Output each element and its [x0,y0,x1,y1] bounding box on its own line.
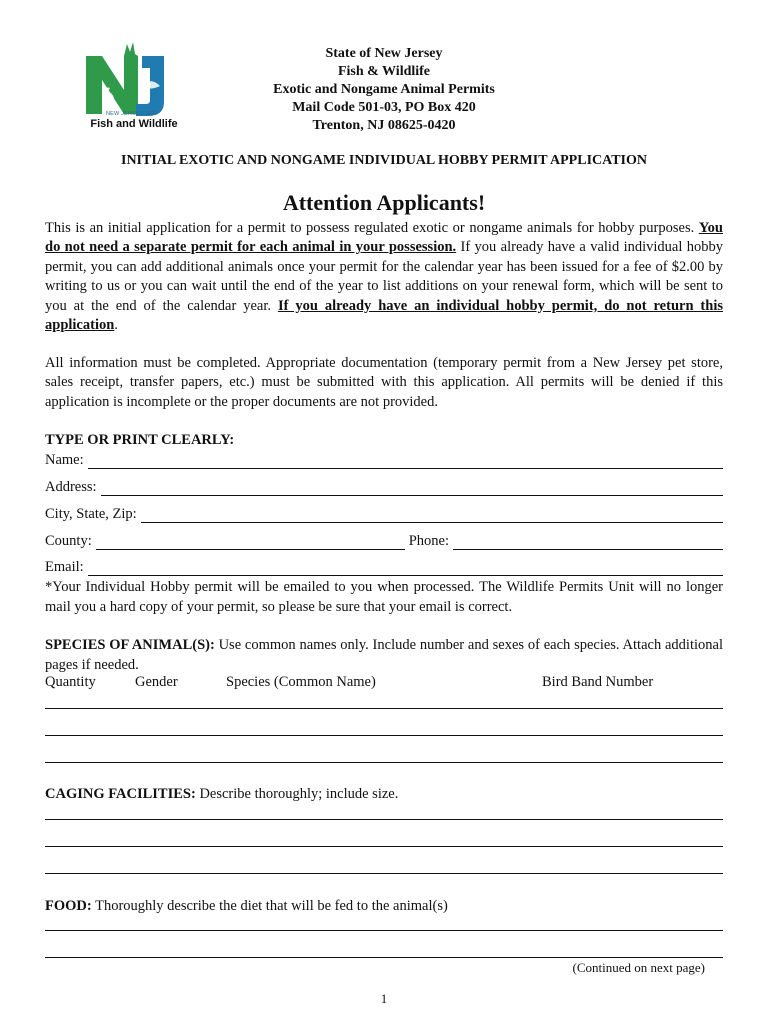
caging-entry-line[interactable] [45,819,723,820]
county-input-line[interactable] [96,535,405,550]
name-field[interactable] [45,451,723,469]
email-input-line[interactable] [88,561,723,576]
email-note: *Your Individual Hobby permit will be emailed to you when processed. The Wildlife Permits Unit will no longer mail you a hard copy of your permit, so please be sure that your email is correct. [45,579,723,615]
food-section [45,896,723,916]
quantity-column-header: Quantity [45,674,96,690]
caging-section [45,784,723,804]
caging-entry-line[interactable] [45,873,723,874]
address-field[interactable] [45,478,723,496]
phone-input-line[interactable] [453,535,723,550]
species-entry-line[interactable] [45,708,723,709]
county-label: County: [45,533,92,549]
do-not-return-note: If you already have an individual hobby permit, do not return this application [45,297,723,334]
header-line: Mail Code 501-03, PO Box 420 [292,100,476,115]
name-input-line[interactable] [88,454,723,469]
logo-agency-text: NEW JERSEY DEP [106,111,158,117]
attention-heading: Attention Applicants! [282,190,486,215]
city-state-zip-label: City, State, Zip: [45,506,137,522]
food-heading: FOOD: [45,898,92,914]
county-phone-row [45,532,723,550]
caging-instructions: Describe thoroughly; include size. [195,786,399,802]
email-label: Email: [45,559,84,575]
food-entry-line[interactable] [45,930,723,931]
intro-text: . [114,317,118,334]
species-instructions: Use common names only. Include number and sexes of each species. Attach additional pages if needed. [45,637,723,673]
address-label: Address: [45,479,97,495]
phone-label: Phone: [408,533,450,549]
caging-heading: CAGING FACILITIES: [45,786,196,802]
header-line: State of New Jersey [325,46,443,61]
documentation-paragraph: All information must be completed. Appropriate documentation (temporary permit from a New Jersey pet store, sales receipt, transfer papers, etc.) must be submitted with this application. All permits will be denied if this application is incomplete or the proper documents are not provided. [45,355,723,410]
page-number: 1 [380,991,388,1006]
species-section [45,635,723,675]
header-line: Trenton, NJ 08625-0420 [312,118,456,133]
species-entry-line[interactable] [45,762,723,763]
header-line: Exotic and Nongame Animal Permits [273,82,495,97]
species-column-headers [45,674,723,692]
address-input-line[interactable] [101,481,723,496]
continued-note: (Continued on next page) [572,960,705,975]
email-field[interactable] [45,558,723,576]
city-state-zip-input-line[interactable] [141,508,723,523]
separate-permit-note: You do not need a separate permit for each animal in your possession. [45,220,723,256]
species-entry-line[interactable] [45,735,723,736]
bird-band-column-header: Bird Band Number [542,674,654,690]
caging-entry-line[interactable] [45,846,723,847]
agency-address-block [200,45,568,135]
food-instructions: Thoroughly describe the diet that will be fed to the animal(s) [91,898,448,914]
food-entry-line[interactable] [45,957,723,958]
type-print-heading: TYPE OR PRINT CLEARLY: [45,432,235,448]
intro-text: If you already have a valid individual hobby permit, you can add additional animals once your permit for the calendar year has been issued for a fee of $2.00 by writing to us or you can wait until the end of the year to list additions on your renewal form, which will be sent to you at the end of the calendar year. [45,239,723,314]
species-heading: SPECIES OF ANIMAL(S): [45,637,215,653]
intro-paragraph [45,219,723,335]
intro-text: This is an initial application for a permit to possess regulated exotic or nongame animals for hobby purposes. [45,220,699,236]
species-column-header: Species (Common Name) [226,674,376,690]
city-state-zip-field[interactable] [45,505,723,523]
name-label: Name: [45,452,84,468]
form-title: INITIAL EXOTIC AND NONGAME INDIVIDUAL HOBBY PERMIT APPLICATION [121,153,647,168]
header-line: Fish & Wildlife [337,64,431,79]
logo-name: Fish and Wildlife [90,118,178,130]
gender-column-header: Gender [135,674,178,690]
